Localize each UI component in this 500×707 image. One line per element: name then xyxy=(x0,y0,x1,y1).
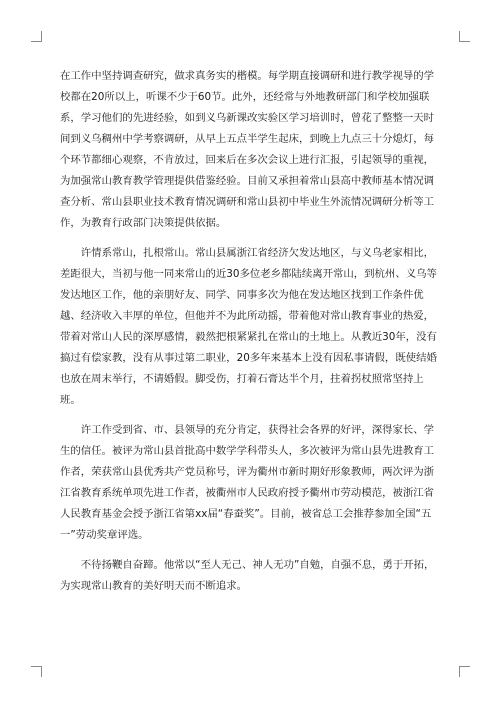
paragraph-gap xyxy=(60,411,442,420)
crop-mark-top-left xyxy=(31,31,42,42)
crop-mark-bottom-right xyxy=(459,666,470,677)
paragraph-research: 在工作中坚持调查研究，做求真务实的楷模。每学期直接调研和进行教学视导的学校都在20所以上，听课不少于60节。此外，还经常与外地教研部门和学校加强联系，学习他们的先进经验，如到义乌新课改实验区学习培训时，曾花了整整一天时间到义乌稠州中学考察调研，从早上五点半学生起床，到晚上九点三十分熄灯，每个环节都细心观察，不肯放过，回来后在多次会议上进行汇报，引起领导的重视，为加强常山教育教学管理提供借鉴经验。目前又承担着常山县高中教师基本情况调查分析、常山县职业技术教育情况调研和常山县初中毕业生外流情况调研分析等工作，为教育行政部门决策提供依据。 xyxy=(60,70,435,229)
paragraph-gap xyxy=(60,234,442,243)
paragraph-honors: 许工作受到省、市、县领导的充分肯定，获得社会各界的好评，深得家长、学生的信任。被评为常山县首批高中数学学科带头人，多次被评为常山县先进教育工作者，荣获常山县优秀共产党员称号，评为衢州市新时期好形象教师，两次评为浙江省教育系统单项先进工作者，被衢州市人民政府授予衢州市劳动模范，被浙江省人民教育基金会授予浙江省第xx届“春蚕奖”。目前，被省总工会推荐参加全国“五一”劳动奖章评选。 xyxy=(60,424,435,541)
paragraph-gap xyxy=(60,546,442,555)
document-body xyxy=(60,66,442,597)
paragraph-closing: 不待扬鞭自奋蹄。他常以“至人无己、神人无功”自勉，自强不息，勇于开拓，为实现常山教育的美好明天而不断追求。 xyxy=(60,559,435,592)
crop-mark-bottom-left xyxy=(31,666,42,677)
paragraph-rooted-in-changshan: 许情系常山，扎根常山。常山县属浙江省经济欠发达地区，与义乌老家相比，差距很大，当初与他一同来常山的近30多位老乡都陆续离开常山，到杭州、义乌等发达地区工作，他的亲朋好友、同学、同事多次为他在发达地区找到工作条件优越、经济收入丰厚的单位，但他并不为此所动摇，带着他对常山教育事业的热爱，带着对常山人民的深厚感情，毅然把根紧紧扎在常山的土地上。从教近30年，没有搞过有偿家教，没有从事过第二职业，20多年来基本上没有因私事请假，既使结婚也放在周末举行，不请婚假。脚受伤，打着石膏达半个月，拄着拐杖照常坚持上班。 xyxy=(60,247,437,406)
crop-mark-top-right xyxy=(459,31,470,42)
